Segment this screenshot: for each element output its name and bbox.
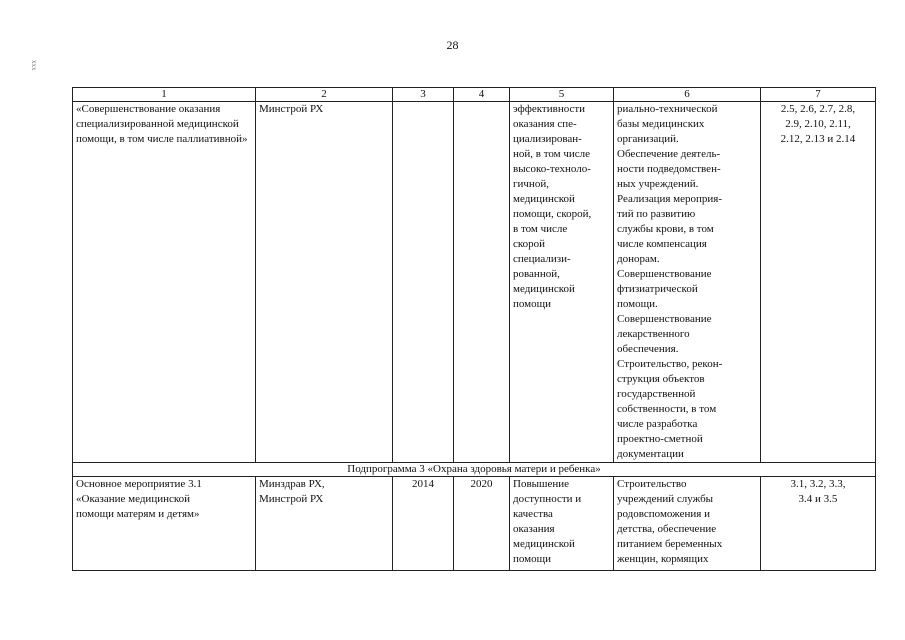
header-row xyxy=(73,88,876,102)
main-directions-cell: Строительство учреждений службы родовспоможения и детства, обеспечение питанием беременных женщин, кормящих xyxy=(614,477,761,571)
subprogram-heading-row xyxy=(73,463,876,477)
executor-cell: Минздрав РХ, Минстрой РХ xyxy=(256,477,393,571)
table-row xyxy=(73,477,876,571)
indicators-cell: 3.1, 3.2, 3.3, 3.4 и 3.5 xyxy=(761,477,876,571)
executor-cell: Минстрой РХ xyxy=(256,102,393,463)
header-cell-7: 7 xyxy=(761,88,876,102)
page-number: 28 xyxy=(446,38,459,52)
header-cell-6: 6 xyxy=(614,88,761,102)
activity-name-cell: «Совершенствование оказания специализированной медицинской помощи, в том числе паллиативной» xyxy=(73,102,256,463)
start-year-cell xyxy=(393,102,454,463)
activity-name-cell: Основное мероприятие 3.1 «Оказание медицинской помощи матерям и детям» xyxy=(73,477,256,571)
end-year-cell: 2020 xyxy=(454,477,510,571)
program-table xyxy=(72,87,876,571)
start-year-cell: 2014 xyxy=(393,477,454,571)
subprogram-heading: Подпрограмма 3 «Охрана здоровья матери и ребенка» xyxy=(73,463,876,477)
table-row xyxy=(73,102,876,463)
header-cell-4: 4 xyxy=(454,88,510,102)
indicators-cell: 2.5, 2.6, 2.7, 2.8, 2.9, 2.10, 2.11, 2.12, 2.13 и 2.14 xyxy=(761,102,876,463)
header-cell-2: 2 xyxy=(256,88,393,102)
header-cell-5: 5 xyxy=(510,88,614,102)
header-cell-1: 1 xyxy=(73,88,256,102)
end-year-cell xyxy=(454,102,510,463)
margin-mark: ххх xyxy=(30,60,38,71)
expected-result-cell: эффективности оказания спе- циализирован- ной, в том числе высоко-техноло- гичной, медицинской помощи, скорой, в том числе скорой специализи- рованной, медицинской помощи xyxy=(510,102,614,463)
main-directions-cell: риально-технической базы медицинских организаций. Обеспечение деятель- ности подведомствен- ных учреждений. Реализация мероприя- тий по развитию службы крови, в том числе компенсация донорам. Совершенствование фтизиатрической помощи. Совершенствование лекарственного обеспечения. Строительство, рекон- струкция объектов государственной собственности, в том числе разработка проектно-сметной документации xyxy=(614,102,761,463)
expected-result-cell: Повышение доступности и качества оказания медицинской помощи xyxy=(510,477,614,571)
header-cell-3: 3 xyxy=(393,88,454,102)
